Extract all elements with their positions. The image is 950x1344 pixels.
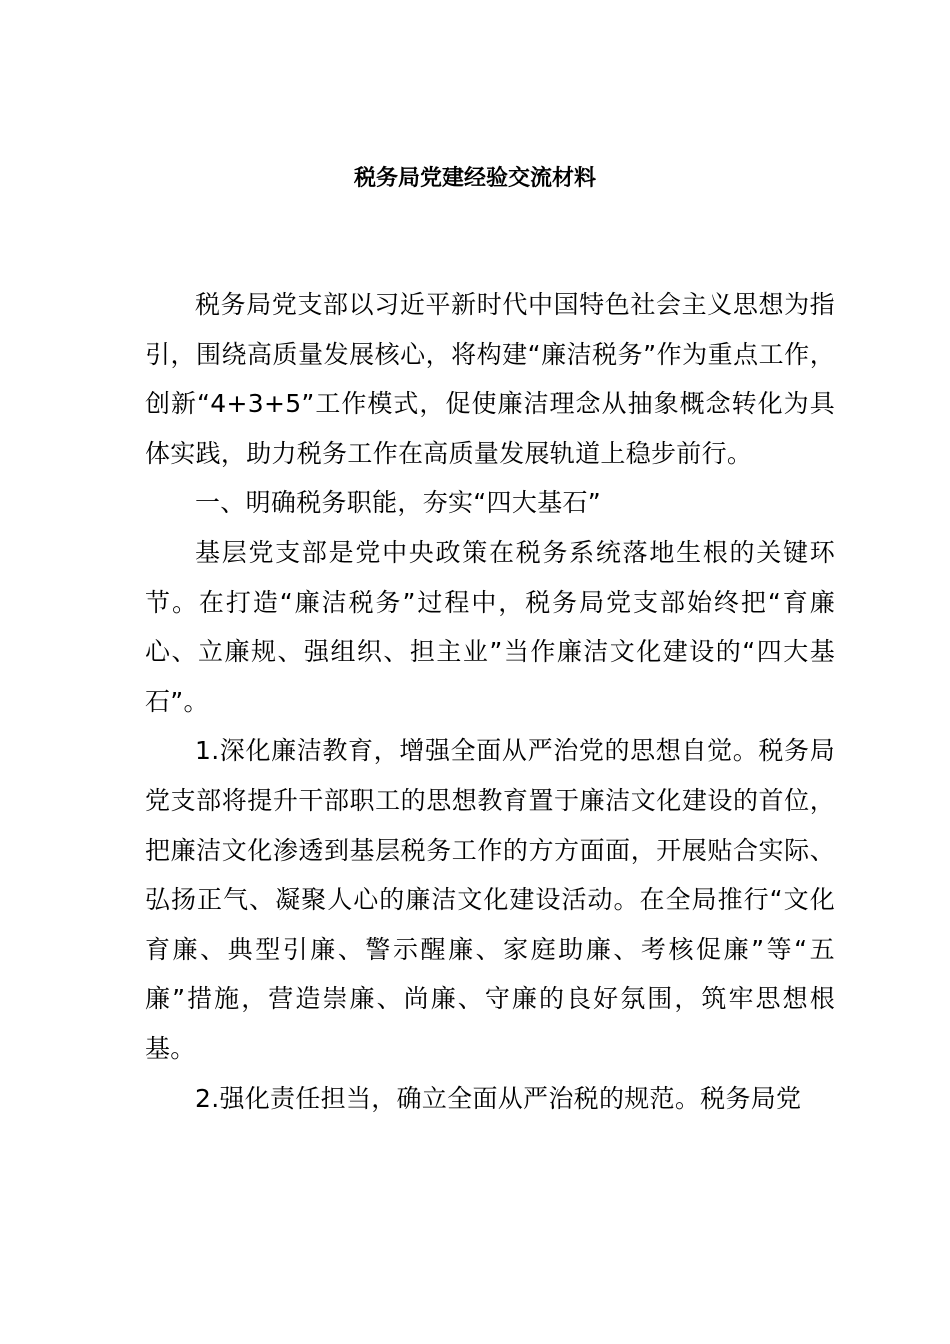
document-body bbox=[145, 280, 835, 1123]
section-heading-1: 一、明确税务职能，夯实“四大基石” bbox=[195, 488, 602, 518]
paragraph-item-2: 2.强化责任担当，确立全面从严治税的规范。税务局党 bbox=[195, 1083, 802, 1113]
paragraph-section-1-intro: 基层党支部是党中央政策在税务系统落地生根的关键环节。在打造“廉洁税务”过程中，税务局党支部始终把“育廉心、立廉规、强组织、担主业”当作廉洁文化建设的“四大基石”。 bbox=[145, 537, 835, 716]
paragraph-item-1: 1.深化廉洁教育，增强全面从严治党的思想自觉。税务局党支部将提升干部职工的思想教育置于廉洁文化建设的首位，把廉洁文化渗透到基层税务工作的方方面面，开展贴合实际、弘扬正气、凝聚人心的廉洁文化建设活动。在全局推行“文化育廉、典型引廉、警示醒廉、家庭助廉、考核促廉”等“五廉”措施，营造崇廉、尚廉、守廉的良好氛围，筑牢思想根基。 bbox=[145, 736, 835, 1063]
document-title: 税务局党建经验交流材料 bbox=[353, 166, 596, 191]
paragraph-intro: 税务局党支部以习近平新时代中国特色社会主义思想为指引，围绕高质量发展核心，将构建“廉洁税务”作为重点工作，创新“4+3+5”工作模式，促使廉洁理念从抽象概念转化为具体实践，助力税务工作在高质量发展轨道上稳步前行。 bbox=[145, 290, 835, 468]
